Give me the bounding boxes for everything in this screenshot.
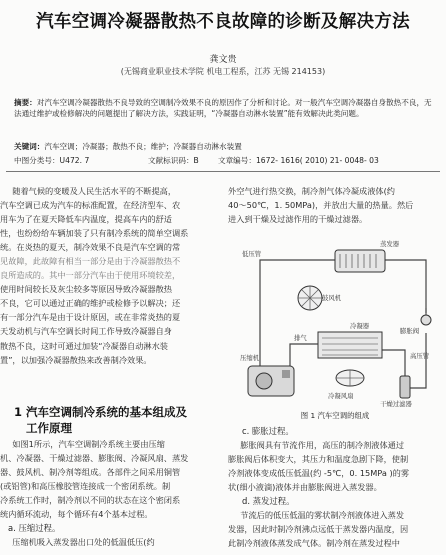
label-high-pipe: 高压管: [410, 352, 430, 360]
condenser-shape: [318, 332, 382, 358]
body-line: 器、鼓风机、制冷剂等组成。各部件之间采用铜管: [0, 467, 181, 478]
right-line: 进入到干燥及过滤作用的干燥过滤器。: [228, 214, 368, 225]
label-exhaust: 排气: [294, 334, 307, 342]
document-code: 文献标识码：B: [148, 156, 199, 165]
intro-line: 良所造成的。其中一部分汽车由于使用环境较差，: [0, 270, 181, 281]
section-number: 1: [14, 405, 23, 419]
right-line: 外空气进行热交换，制冷剂气体冷凝成液体(约: [228, 186, 395, 196]
clc-number: 中图分类号：U472. 7: [14, 156, 90, 165]
intro-line: 天发动机与汽车空调长时间工作导致冷凝器自身: [0, 326, 172, 337]
abstract-label: 摘要：: [14, 98, 37, 107]
low-pressure-pipe: [260, 260, 342, 378]
label-condenser: 冷凝器: [350, 322, 370, 330]
label-fan: 冷凝风扇: [328, 392, 354, 400]
evaporator-shape: [335, 250, 385, 272]
keywords-label: 关键词：: [14, 142, 45, 151]
header-divider: [6, 171, 440, 172]
intro-line: 见故障，此故障有相当一部分是由于冷凝器散热不: [0, 256, 181, 267]
d-line: 发器，因此时制冷剂沸点远低于蒸发器内温度，因: [228, 524, 409, 535]
c-line: 状(细小液滴)液体并由膨胀阀进入蒸发器。: [228, 482, 382, 493]
author-name: 龚文贵: [209, 55, 237, 65]
body-line: 如图1所示，汽车空调制冷系统主要由压缩: [12, 439, 165, 449]
c-line: 膨胀阀后体积变大，其压力和温度急剧下降，使制: [228, 454, 409, 465]
paper-title: 汽车空调冷凝器散热不良故障的诊断及解决方法: [36, 12, 410, 32]
d-line: 节流后的低压低温的雾状制冷剂液体进入蒸发: [240, 510, 405, 521]
condenser-to-drier-pipe: [382, 350, 405, 378]
right-line: 40～50℃，1. 50MPa)，并放出大量的热量。然后: [228, 200, 414, 211]
intro-line: 有一部分汽车是由于设计原因，或在非常炎热的夏: [0, 312, 181, 323]
body-line: 机、冷凝器、干燥过滤器、膨胀阀、冷凝风扇、蒸发: [0, 453, 189, 464]
blower-shape: [298, 286, 322, 310]
c-line: 膨胀阀具有节流作用，高压的制冷剂液体通过: [240, 440, 405, 451]
keywords: [14, 141, 438, 152]
article-id: 文章编号：1672- 1616( 2010) 21- 0048- 03: [218, 156, 379, 165]
c-line: 冷剂液体变成低压低温(约 -5℃，0. 15MPa )的雾: [228, 468, 410, 479]
left-column: [0, 184, 214, 367]
d-line: 此制冷剂液体蒸发成气体。制冷剂在蒸发过程中: [228, 538, 400, 549]
label-compressor: 压缩机: [240, 354, 260, 362]
label-evaporator: 蒸发器: [380, 240, 400, 248]
keywords-text: 汽车空调；冷凝器；散热不良；维护；冷凝器自动淋水装置: [44, 142, 242, 151]
subsection-d-title: d. 蒸发过程。: [242, 496, 295, 507]
intro-line: 用车为了在夏天降低车内温度，提高车内的舒适: [0, 214, 172, 225]
intro-line: 性，也纷纷给车辆加装了只有制冷系统的简单空调系: [0, 228, 189, 239]
section-heading: [14, 405, 214, 420]
intro-line: 使用时间较长及灰尘较多等原因导致冷凝器散热: [0, 284, 172, 295]
section-title: 汽车空调制冷系统的基本组成及: [26, 405, 188, 419]
intro-line: 随着气候的变暖及人民生活水平的不断提高，: [12, 186, 177, 196]
abstract-text: 对汽车空调冷凝器散热不良导致的空调制冷效果不良的原因作了分析和讨论。对一般汽车空调冷凝器自身散热不良，无法通过维护或检修解决的问题提出了解决方法，实践证明，“冷凝器自动淋水装置”能有效解决此类问题。: [14, 98, 432, 118]
right-column-top: [228, 184, 442, 226]
body-line: (或铝管)和高压橡胶管连接成一个密闭系统。制: [0, 481, 171, 492]
label-low-pipe: 低压管: [242, 250, 262, 258]
intro-line: 统。在炎热的夏天，制冷效果不良是汽车空调的常: [0, 242, 181, 253]
abstract: [14, 97, 438, 119]
intro-line: 置”，以加强冷凝器散热来改善制冷效果。: [0, 354, 152, 365]
high-pressure-pipe: [408, 333, 426, 388]
label-expansion-valve: 膨胀阀: [400, 327, 420, 335]
figure-1-diagram: [230, 228, 440, 408]
right-column-bottom: [228, 424, 442, 550]
label-drier: 干燥过滤器: [380, 400, 412, 408]
body-line: 冷系统工作时，制冷剂以不同的状态在这个密闭系: [0, 495, 181, 506]
intro-line: 散热不良，这时可通过加装“冷凝器自动淋水装: [0, 340, 168, 351]
compressor-shape: [248, 366, 294, 396]
label-blower: 鼓风机: [322, 294, 342, 302]
subsection-a-title: a. 压缩过程。: [8, 523, 61, 534]
intro-line: 汽车空调已成为汽车的标准配置，在经济型车、农: [0, 200, 181, 211]
intro-line: 不良，它可以通过正确的维护或检修予以解决；还: [0, 298, 181, 309]
affiliation: (无锡商业职业技术学院 机电工程系，江苏 无锡 214153): [120, 67, 326, 76]
subsection-a-line: 压缩机吸入蒸发器出口处的低温低压(约: [12, 537, 155, 548]
section-heading-line2: 工作原理: [26, 421, 72, 435]
expansion-valve-shape: [421, 308, 431, 325]
subsection-c-title: c. 膨胀过程。: [242, 426, 294, 436]
condenser-fan-shape: [336, 370, 364, 386]
section-body: [0, 437, 214, 549]
drier-shape: [400, 376, 410, 398]
figure-1-caption: 图 1 汽车空调的组成: [300, 411, 370, 420]
body-line: 统内循环流动，每个循环有4个基本过程。: [0, 509, 153, 520]
